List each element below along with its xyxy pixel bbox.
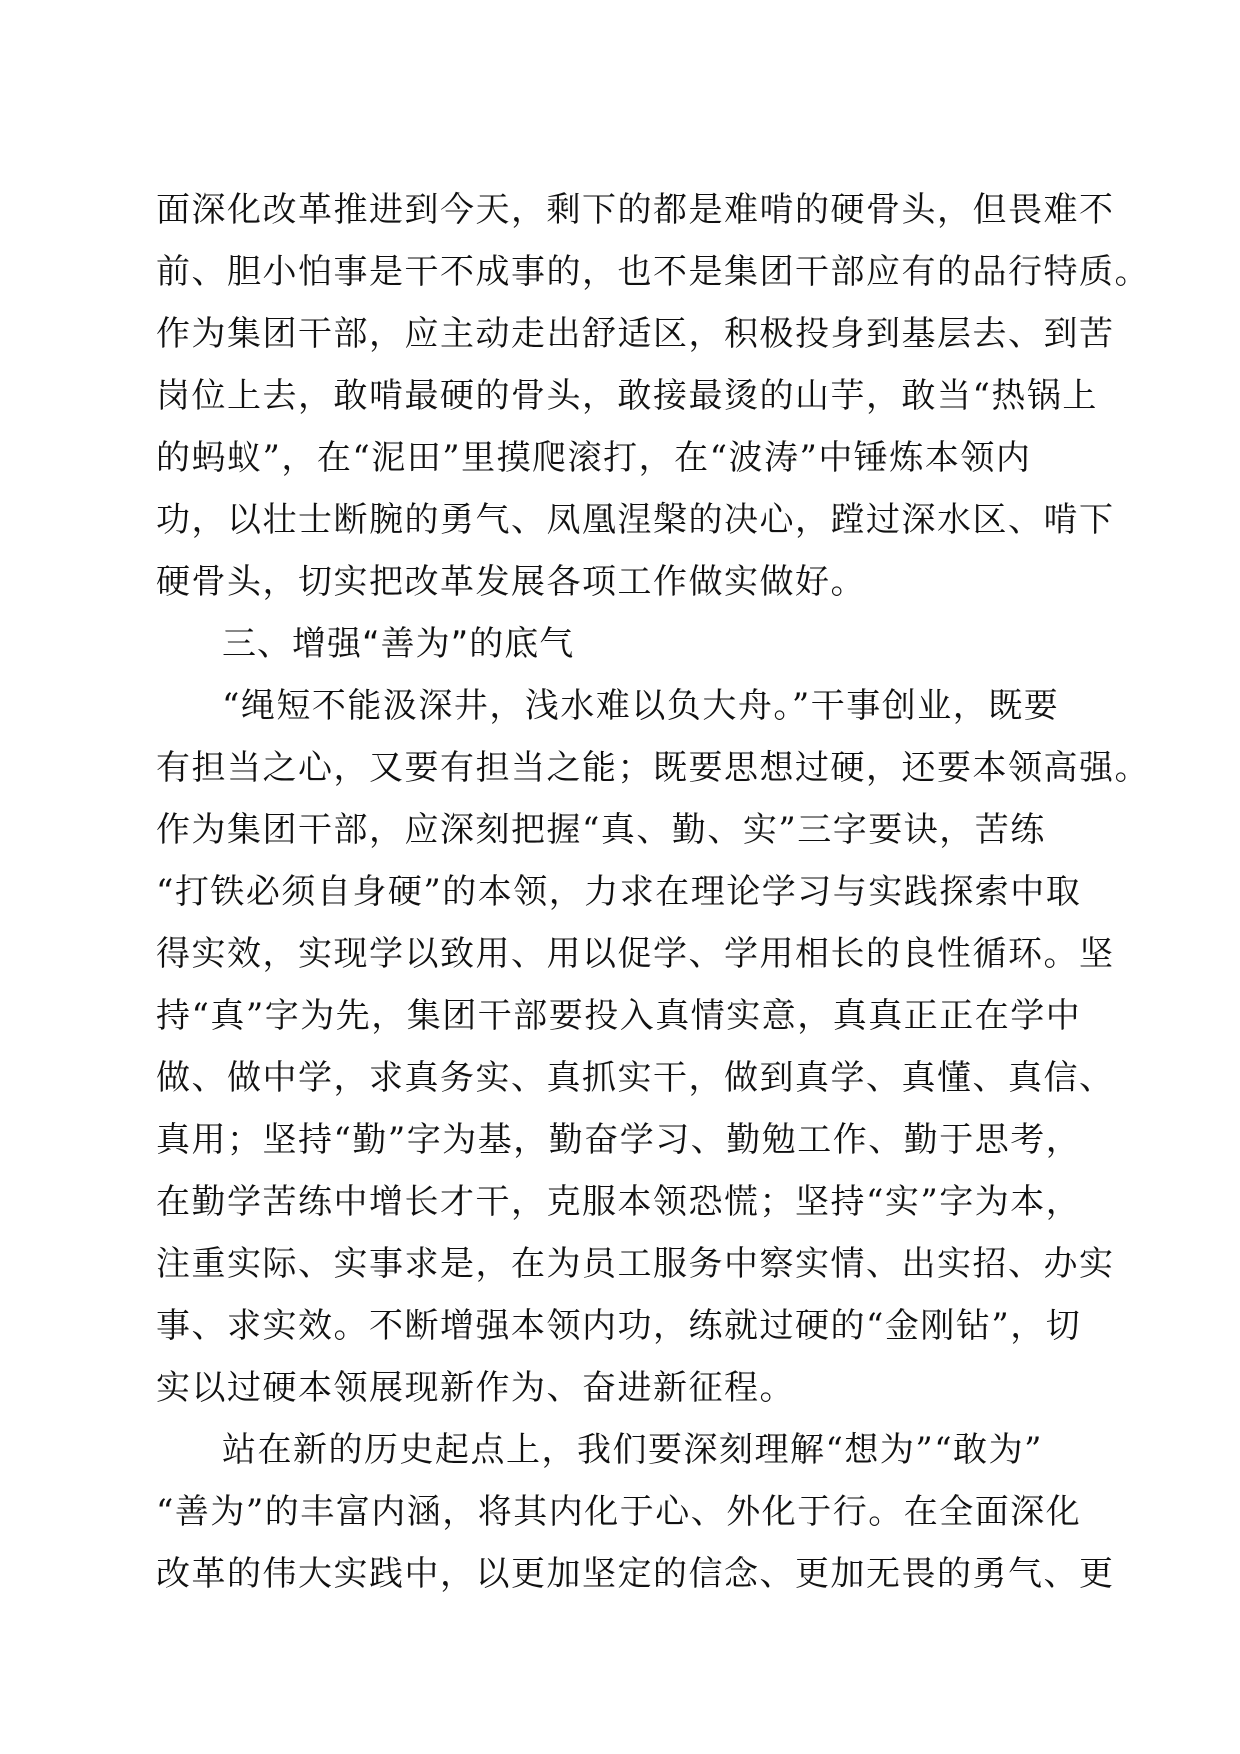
paragraph-line: 功，以壮士断腕的勇气、凤凰涅槃的决心，蹚过深水区、啃下	[156, 500, 1115, 540]
paragraph-line: 硬骨头，切实把改革发展各项工作做实做好。	[156, 562, 866, 602]
paragraph-line: 岗位上去，敢啃最硬的骨头，敢接最烫的山芋，敢当“热锅上	[156, 376, 1098, 416]
paragraph-line: 持“真”字为先，集团干部要投入真情实意，真真正正在学中	[156, 996, 1082, 1036]
section-heading: 三、增强“善为”的底气	[222, 624, 575, 664]
paragraph-line: “绳短不能汲深井，浅水难以负大舟。”干事创业，既要	[222, 686, 1060, 726]
paragraph-line: 前、胆小怕事是干不成事的，也不是集团干部应有的品行特质。	[156, 252, 1150, 292]
paragraph-line: 改革的伟大实践中，以更加坚定的信念、更加无畏的勇气、更	[156, 1554, 1115, 1594]
paragraph-line: 面深化改革推进到今天，剩下的都是难啃的硬骨头，但畏难不	[156, 190, 1115, 230]
paragraph-line: 作为集团干部，应深刻把握“真、勤、实”三字要诀，苦练	[156, 810, 1046, 850]
paragraph-line: 有担当之心，又要有担当之能；既要思想过硬，还要本领高强。	[156, 748, 1150, 788]
paragraph-line: 事、求实效。不断增强本领内功，练就过硬的“金刚钻”，切	[156, 1306, 1082, 1346]
paragraph-line: “善为”的丰富内涵，将其内化于心、外化于行。在全面深化	[156, 1492, 1082, 1532]
paragraph-line: 作为集团干部，应主动走出舒适区，积极投身到基层去、到苦	[156, 314, 1115, 354]
paragraph-line: “打铁必须自身硬”的本领，力求在理论学习与实践探索中取	[156, 872, 1082, 912]
paragraph-line: 在勤学苦练中增长才干，克服本领恐慌；坚持“实”字为本，	[156, 1182, 1082, 1222]
paragraph-line: 的蚂蚁”，在“泥田”里摸爬滚打，在“波涛”中锤炼本领内	[156, 438, 1032, 478]
paragraph-line: 注重实际、实事求是，在为员工服务中察实情、出实招、办实	[156, 1244, 1115, 1284]
paragraph-line: 得实效，实现学以致用、用以促学、学用相长的良性循环。坚	[156, 934, 1115, 974]
paragraph-line: 站在新的历史起点上，我们要深刻理解“想为”“敢为”	[222, 1430, 1044, 1470]
paragraph-line: 实以过硬本领展现新作为、奋进新征程。	[156, 1368, 795, 1408]
paragraph-line: 真用；坚持“勤”字为基，勤奋学习、勤勉工作、勤于思考，	[156, 1120, 1082, 1160]
paragraph-line: 做、做中学，求真务实、真抓实干，做到真学、真懂、真信、	[156, 1058, 1115, 1098]
